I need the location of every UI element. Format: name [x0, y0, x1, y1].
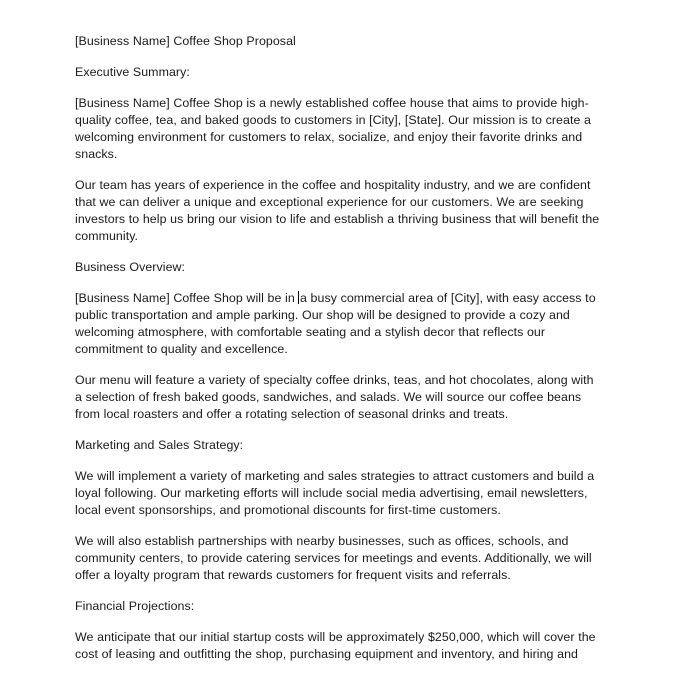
text-insertion-caret	[298, 291, 299, 304]
text-after-caret: a busy commercial area of [City], with easy access to public transportation and ample parking. Our shop will be designed to provide a cozy and welcoming atmosphere, with comfortable seating and a stylish decor that reflects our commitment to quality and excellence.	[75, 291, 596, 356]
paragraph-business-overview-2: Our menu will feature a variety of specialty coffee drinks, teas, and hot chocolates, along with a selection of fresh baked goods, sandwiches, and salads. We will source our coffee beans from local roasters and offer a rotating selection of seasonal drinks and treats.	[75, 373, 594, 421]
heading-marketing-and-sales-strategy: Marketing and Sales Strategy:	[75, 438, 244, 452]
heading-business-overview: Business Overview:	[75, 260, 186, 274]
heading-financial-projections: Financial Projections:	[75, 599, 195, 613]
paragraph-executive-summary-2: Our team has years of experience in the coffee and hospitality industry, and we are confident that we can deliver a unique and exceptional experience for our customers. We are seeking investors to help us bring our vision to life and establish a thriving business that will benefit the community.	[75, 178, 600, 243]
document-title: [Business Name] Coffee Shop Proposal	[75, 34, 296, 48]
text-before-caret: [Business Name] Coffee Shop will be in	[75, 291, 299, 305]
paragraph-financial-1: We anticipate that our initial startup costs will be approximately $250,000, which will cover the cost of leasing and outfitting the shop, purchasing equipment and inventory, and hiring and	[75, 630, 596, 661]
heading-executive-summary: Executive Summary:	[75, 65, 190, 79]
paragraph-executive-summary-1: [Business Name] Coffee Shop is a newly established coffee house that aims to provide high-quality coffee, tea, and baked goods to customers in [City], [State]. Our mission is to create a welcoming environment for customers to relax, socialize, and enjoy their favorite drinks and snacks.	[75, 96, 591, 161]
paragraph-marketing-1: We will implement a variety of marketing and sales strategies to attract customers and build a loyal following. Our marketing efforts will include social media advertising, email newsletters, local event sponsorships, and promotional discounts for first-time customers.	[75, 469, 595, 517]
paragraph-marketing-2: We will also establish partnerships with nearby businesses, such as offices, schools, and community centers, to provide catering services for meetings and events. Additionally, we will offer a loyalty program that rewards customers for frequent visits and referrals.	[75, 534, 592, 582]
paragraph-business-overview-1	[75, 290, 604, 358]
